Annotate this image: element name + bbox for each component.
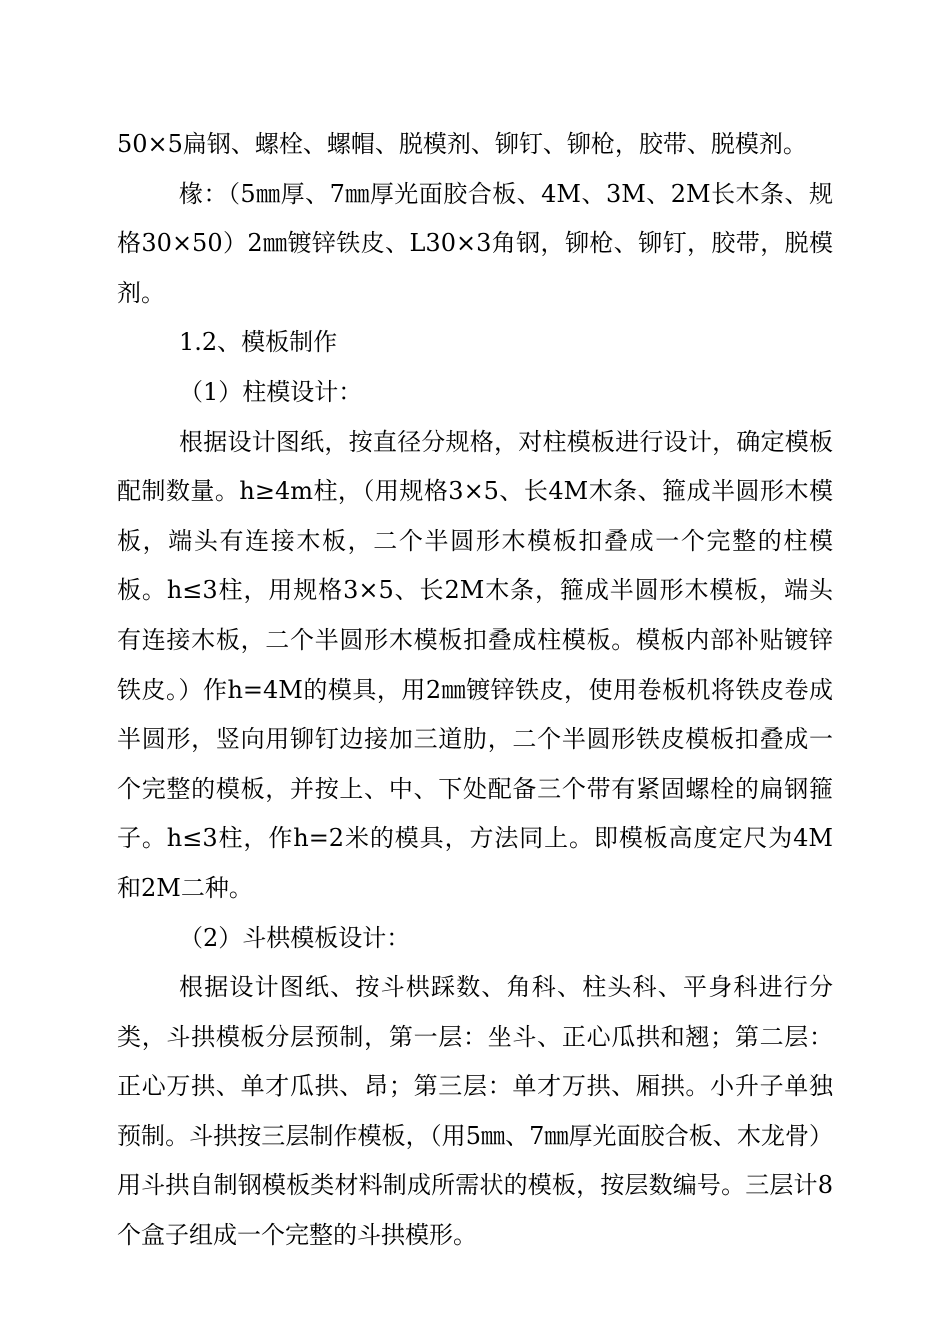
subheading-dougong-mold: （2）斗栱模板设计： <box>179 923 411 952</box>
document-body <box>117 120 833 1261</box>
paragraph-dougong-mold: 根据设计图纸、按斗栱踩数、角科、柱头科、平身科进行分类，斗拱模板分层预制，第一层：坐斗、正心瓜拱和翘；第二层：正心万拱、单才瓜拱、昂；第三层：单才万拱、厢拱。小升子单独预制。斗拱按三层制作模板，（用5㎜、7㎜厚光面胶合板、木龙骨）用斗拱自制钢模板类材料制成所需状的模板，按层数编号。三层计8个盒子组成一个完整的斗拱模形。 <box>117 973 833 1250</box>
paragraph-materials-continued: 50×5扁钢、螺栓、螺帽、脱模剂、铆钉、铆枪，胶带、脱模剂。 <box>117 130 807 158</box>
paragraph-rafter-materials: 椽：（5㎜厚、7㎜厚光面胶合板、4M、3M、2M长木条、规格30×50）2㎜镀锌铁皮、L30×3角钢，铆枪、铆钉，胶带，脱模剂。 <box>117 179 833 307</box>
section-heading-formwork: 1.2、模板制作 <box>179 328 338 357</box>
subheading-column-mold: （1）柱模设计： <box>179 377 363 406</box>
paragraph-column-mold: 根据设计图纸，按直径分规格，对柱模板进行设计，确定模板配制数量。h≥4m柱，（用规格3×5、长4M木条、箍成半圆形木模板，端头有连接木板，二个半圆形木模板扣叠成一个完整的柱模板。h≤3柱，用规格3×5、长2M木条，箍成半圆形木模板，端头有连接木板，二个半圆形木模板扣叠成柱模板。模板内部补贴镀锌铁皮。）作h=4M的模具，用2㎜镀锌铁皮，使用卷板机将铁皮卷成半圆形，竖向用铆钉边接加三道肋，二个半圆形铁皮模板扣叠成一个完整的模板，并按上、中、下处配备三个带有紧固螺栓的扁钢箍子。h≤3柱，作h=2米的模具，方法同上。即模板高度定尺为4M和2M二种。 <box>117 427 833 902</box>
